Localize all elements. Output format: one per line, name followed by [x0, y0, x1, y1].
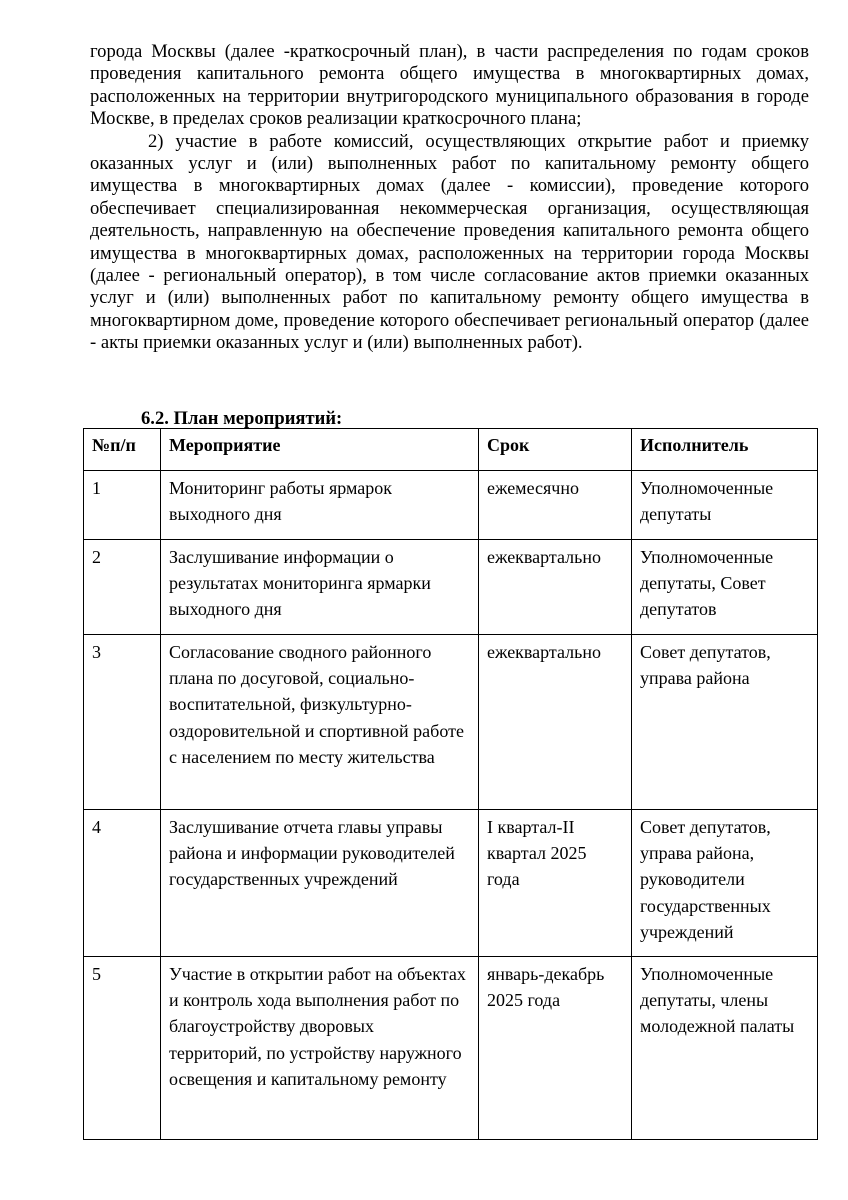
cell-term: ежеквартально	[479, 635, 632, 810]
header-term: Срок	[479, 429, 632, 471]
plan-table	[83, 428, 818, 1140]
cell-event: Согласование сводного районного плана по досуговой, социально-воспитательной, физкультурно-оздоровительной и спортивной работе с населением по месту жительства	[161, 635, 479, 810]
cell-term: январь-декабрь 2025 года	[479, 957, 632, 1140]
cell-number: 2	[84, 540, 161, 635]
cell-executor: Уполномоченные депутаты, Совет депутатов	[632, 540, 818, 635]
cell-term: ежеквартально	[479, 540, 632, 635]
cell-term: ежемесячно	[479, 471, 632, 540]
intro-paragraph-2: 2) участие в работе комиссий, осуществляющих открытие работ и приемку оказанных услуг и (или) выполненных работ по капитальному ремонту общего имущества в многоквартирных домах (далее - комиссии), проведение которого обеспечивает специализированная некоммерческая организация, осуществляющая деятельность, направленную на обеспечение проведения капитального ремонта общего имущества в многоквартирных домах, расположенных на территории города Москвы (далее - региональный оператор), в том числе согласование актов приемки оказанных услуг и (или) выполненных работ по капитальному ремонту общего имущества в многоквартирном доме, проведение которого обеспечивает региональный оператор (далее - акты приемки оказанных услуг и (или) выполненных работ).	[90, 130, 809, 354]
table-row	[84, 957, 818, 1140]
cell-executor: Совет депутатов, управа района, руководители государственных учреждений	[632, 810, 818, 957]
cell-executor: Совет депутатов, управа района	[632, 635, 818, 810]
cell-event: Мониторинг работы ярмарок выходного дня	[161, 471, 479, 540]
cell-event: Заслушивание информации о результатах мониторинга ярмарки выходного дня	[161, 540, 479, 635]
intro-text	[90, 41, 809, 355]
table-header-row	[84, 429, 818, 471]
cell-number: 5	[84, 957, 161, 1140]
table-row	[84, 471, 818, 540]
cell-event: Заслушивание отчета главы управы района и информации руководителей государственных учреждений	[161, 810, 479, 957]
cell-term: I квартал-II квартал 2025 года	[479, 810, 632, 957]
section-heading: 6.2. План мероприятий:	[141, 408, 343, 429]
header-event: Мероприятие	[161, 429, 479, 471]
cell-number: 3	[84, 635, 161, 810]
intro-paragraph-1: города Москвы (далее -краткосрочный план), в части распределения по годам сроков проведения капитального ремонта общего имущества в многоквартирных домах, расположенных на территории внутригородского муниципального образования в городе Москве, в пределах сроков реализации краткосрочного плана;	[90, 41, 809, 130]
table-row	[84, 810, 818, 957]
header-number: №п/п	[84, 429, 161, 471]
cell-executor: Уполномоченные депутаты, члены молодежной палаты	[632, 957, 818, 1140]
table-row	[84, 540, 818, 635]
header-executor: Исполнитель	[632, 429, 818, 471]
cell-number: 1	[84, 471, 161, 540]
cell-executor: Уполномоченные депутаты	[632, 471, 818, 540]
table-row	[84, 635, 818, 810]
cell-event: Участие в открытии работ на объектах и контроль хода выполнения работ по благоустройству дворовых территорий, по устройству наружного освещения и капитальному ремонту	[161, 957, 479, 1140]
cell-number: 4	[84, 810, 161, 957]
